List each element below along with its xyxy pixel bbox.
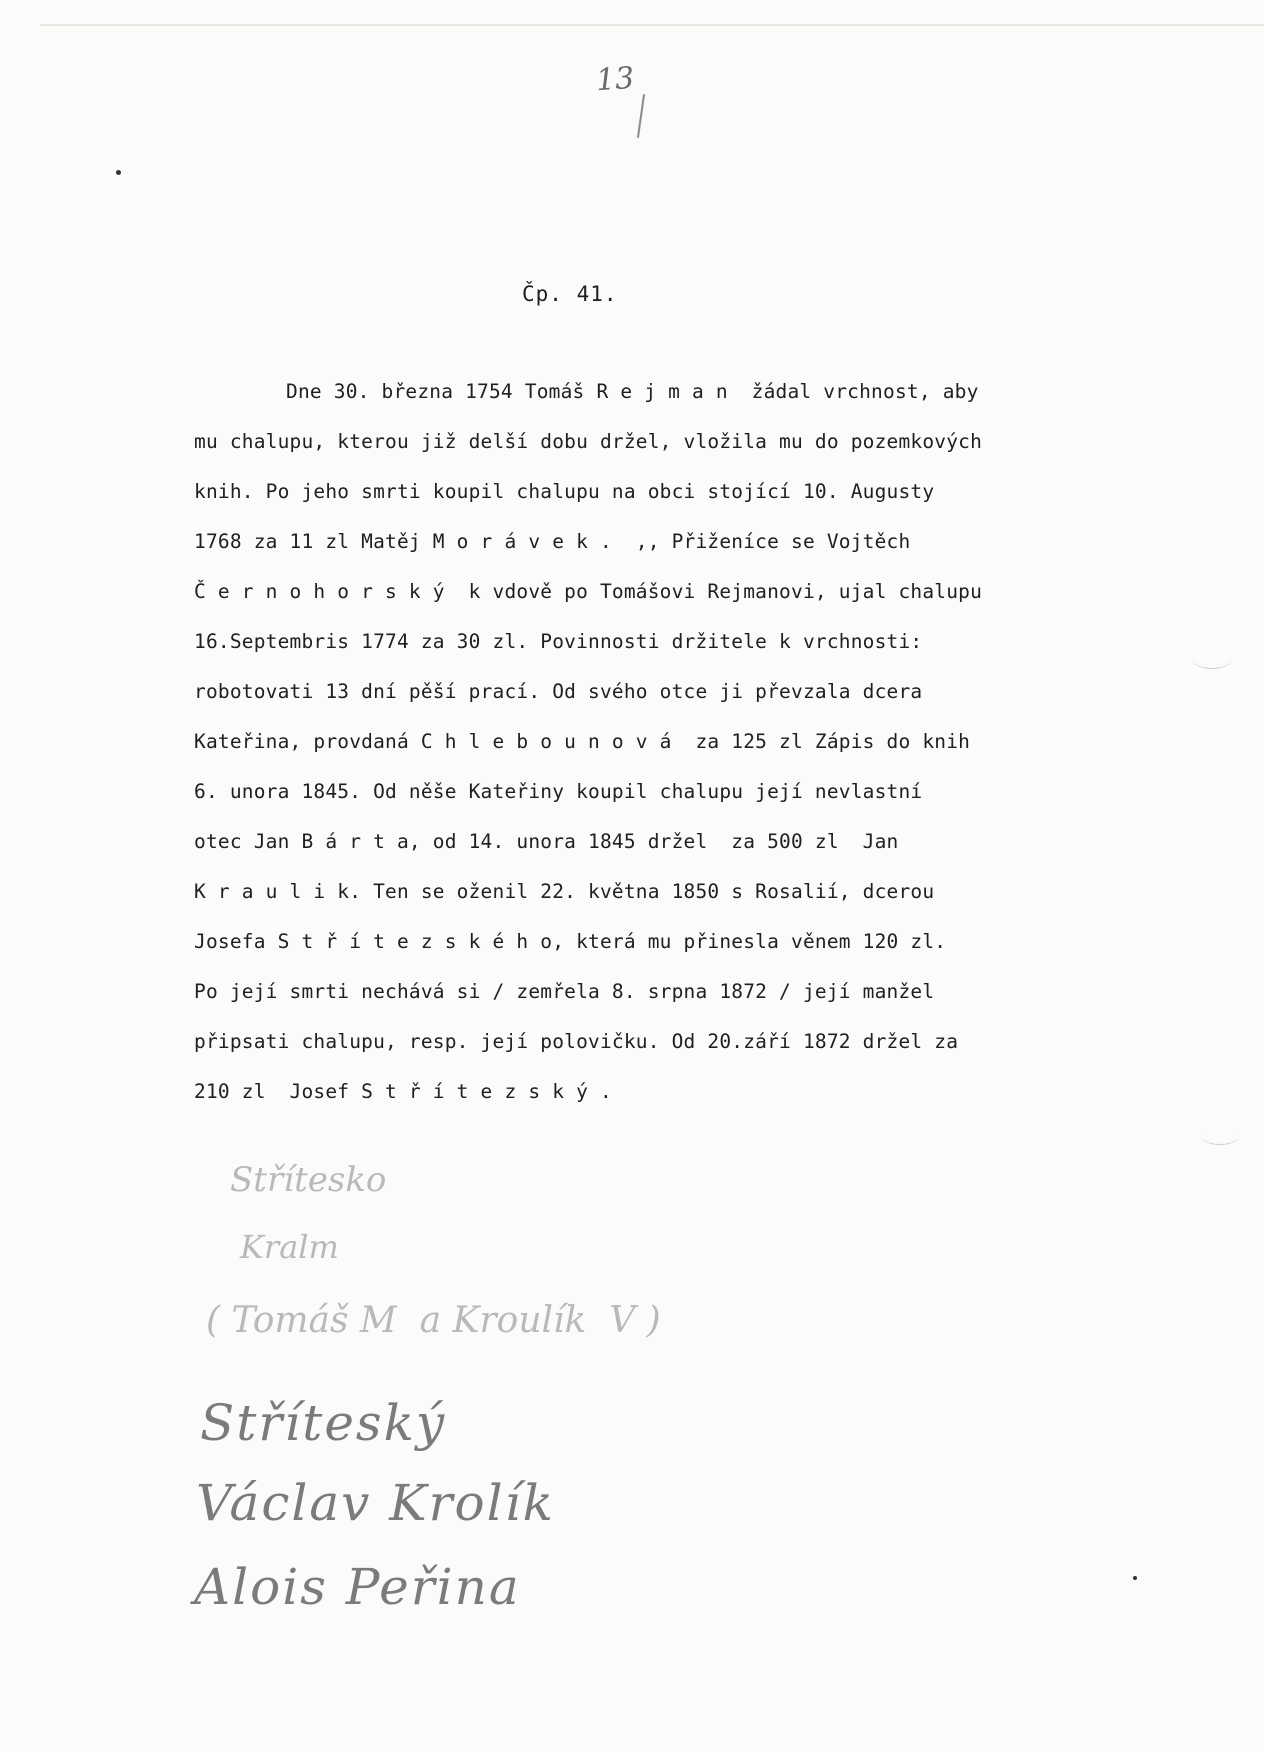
body-line: Po její smrti nechává si / zemřela 8. srpna 1872 / její manžel — [194, 980, 935, 1003]
page-edge-line — [40, 24, 1264, 26]
faint-note: Kralm — [240, 1228, 339, 1266]
body-line: K r a u l i k. Ten se oženil 22. května 1850 s Rosalií, dcerou — [194, 880, 935, 903]
punch-hole-mark — [1192, 648, 1232, 669]
body-line: 16.Septembris 1774 za 30 zl. Povinnosti držitele k vrchnosti: — [194, 630, 923, 653]
punch-hole-mark — [1200, 1124, 1240, 1145]
signature: Stříteský — [200, 1394, 447, 1452]
body-line: otec Jan B á r t a, od 14. unora 1845 držel za 500 zl Jan — [194, 830, 899, 853]
body-line: Č e r n o h o r s k ý k vdově po Tomášovi Rejmanovi, ujal chalupu — [194, 580, 983, 603]
body-line: robotovati 13 dní pěší prací. Od svého otce ji převzala dcera — [194, 680, 923, 703]
speck — [116, 170, 121, 175]
body-line: mu chalupu, kterou již delší dobu držel, vložila mu do pozemkových — [194, 430, 983, 453]
body-line: 6. unora 1845. Od něše Kateřiny koupil chalupu její nevlastní — [194, 780, 923, 803]
body-line: knih. Po jeho smrti koupil chalupu na obci stojící 10. Augusty — [194, 480, 935, 503]
body-line: Kateřina, provdaná C h l e b o u n o v á za 125 zl Zápis do knih — [194, 730, 971, 753]
faint-note: ( Tomáš M a Kroulík V ) — [206, 1300, 661, 1341]
signature: Václav Krolík — [196, 1474, 555, 1532]
body-line: připsati chalupu, resp. její polovičku. Od 20.září 1872 držel za — [194, 1030, 959, 1053]
faint-note: Střítesko — [230, 1160, 387, 1200]
folio-number: 13 — [594, 60, 636, 99]
body-line: Josefa S t ř í t e z s k é h o, která mu přinesla věnem 120 zl. — [194, 930, 947, 953]
signature: Alois Peřina — [194, 1558, 521, 1616]
record-heading: Čp. 41. — [522, 282, 618, 306]
speck — [1133, 1576, 1137, 1580]
body-line: Dne 30. března 1754 Tomáš R e j m a n žádal vrchnost, aby — [286, 380, 979, 403]
folio-stroke — [637, 94, 645, 138]
body-line: 210 zl Josef S t ř í t e z s k ý . — [194, 1080, 612, 1103]
body-line: 1768 za 11 zl Matěj M o r á v e k . ,, Přiženíce se Vojtěch — [194, 530, 911, 553]
